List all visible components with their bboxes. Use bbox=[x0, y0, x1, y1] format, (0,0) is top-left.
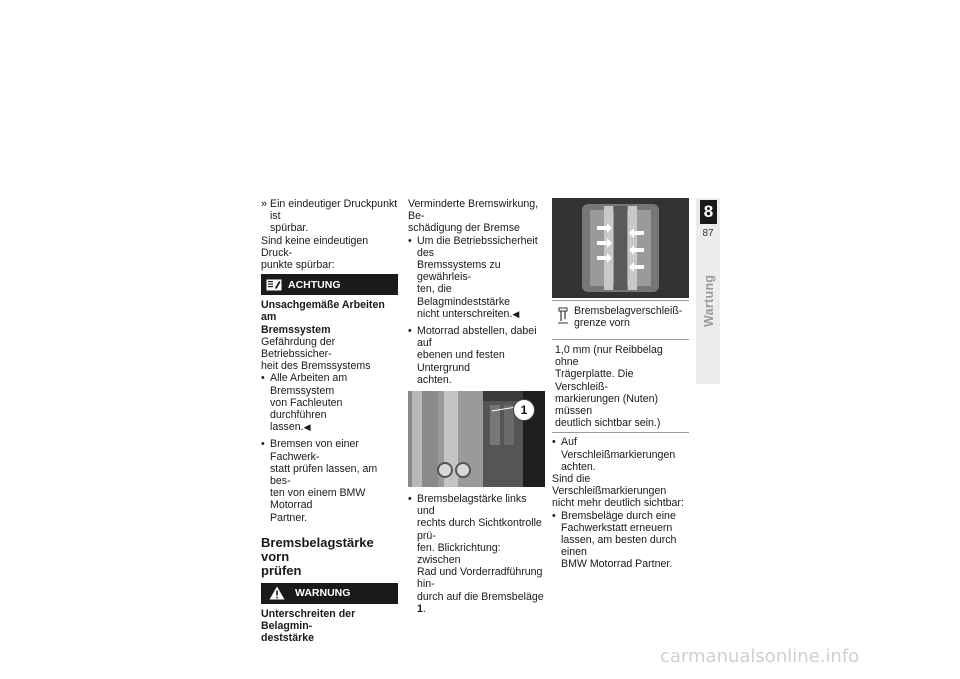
spec-title: Bremsbelagverschleiß- bbox=[574, 305, 683, 317]
text-line: durch auf die Bremsbeläge bbox=[417, 590, 544, 603]
text-line: von Fachleuten durchführen bbox=[270, 396, 343, 422]
bullet-item bbox=[552, 510, 689, 571]
text-line: lassen. bbox=[270, 421, 304, 434]
end-marker-icon: ◀ bbox=[303, 422, 311, 433]
text-line: Sind keine eindeutigen Druck- bbox=[261, 234, 369, 259]
bullet-item bbox=[261, 438, 398, 523]
spec-header bbox=[552, 301, 689, 340]
text-line: heit des Bremssystems bbox=[261, 360, 371, 373]
text-line: Unsachgemäße Arbeiten am bbox=[261, 299, 385, 324]
achtung-label: ACHTUNG bbox=[288, 278, 341, 291]
spec-table bbox=[552, 300, 689, 433]
text-line: Bremssystems zu gewährleis- bbox=[417, 259, 501, 284]
warnung-consequence bbox=[408, 198, 545, 235]
text-line: ten, die Belagmindeststärke bbox=[417, 283, 511, 308]
callout-reference: 1 bbox=[417, 602, 423, 615]
text-line: nicht mehr deutlich sichtbar: bbox=[552, 497, 684, 510]
text-line: . bbox=[422, 602, 426, 615]
column-3 bbox=[552, 198, 689, 576]
caliper-gauge-icon bbox=[556, 307, 570, 325]
achtung-title bbox=[261, 299, 398, 336]
text-line: prüfen bbox=[261, 562, 302, 578]
text-line: achten. bbox=[417, 373, 452, 386]
chapter-number: 8 bbox=[700, 200, 717, 224]
text-line: Gefährdung der Betriebssicher- bbox=[261, 335, 336, 361]
condition-text bbox=[552, 473, 689, 510]
text-line: statt prüfen lassen, am bes- bbox=[270, 462, 378, 488]
text-line: Bremsbelagstärke vorn bbox=[261, 534, 374, 564]
text-line: 1,0 mm (nur Reibbelag ohne bbox=[555, 344, 663, 369]
text-line: nicht unterschreiten. bbox=[417, 307, 513, 320]
warnung-bar bbox=[261, 583, 398, 604]
warning-triangle-icon bbox=[269, 586, 285, 600]
text-line: Trägerplatte. Die Verschleiß- bbox=[555, 368, 634, 393]
text-line: • Bremsbeläge durch eine bbox=[561, 509, 676, 522]
achtung-book-icon bbox=[266, 278, 282, 292]
text-line: Unterschreiten der Belagmin- bbox=[261, 607, 356, 633]
watermark: carmanualsonline.info bbox=[660, 646, 860, 667]
section-heading bbox=[261, 536, 398, 578]
text-line: » Ein eindeutiger Druckpunkt ist bbox=[270, 198, 398, 223]
warnung-title bbox=[261, 608, 398, 645]
text-line: • Bremsbelagstärke links und bbox=[417, 493, 527, 518]
brake-caliper-photo bbox=[408, 391, 545, 487]
text-line: • Alle Arbeiten am Bremssystem bbox=[270, 372, 348, 397]
bullet-item bbox=[408, 493, 545, 615]
column-2 bbox=[408, 198, 545, 620]
warnung-label: WARNUNG bbox=[295, 587, 351, 600]
bullet-item bbox=[408, 235, 545, 320]
text-line: lassen, am besten durch einen bbox=[561, 534, 677, 559]
text-line: deststärke bbox=[261, 632, 314, 645]
text-line: fen. Blickrichtung: zwischen bbox=[417, 541, 501, 567]
text-line: Fachwerkstatt erneuern bbox=[561, 521, 673, 534]
text-line: Verminderte Bremswirkung, Be- bbox=[408, 198, 539, 223]
text-line: • Motorrad abstellen, dabei auf bbox=[417, 325, 537, 350]
text-line: BMW Motorrad Partner. bbox=[561, 558, 673, 571]
bullet-item bbox=[552, 436, 689, 473]
text-line: spürbar. bbox=[270, 222, 309, 235]
spec-value bbox=[552, 340, 689, 432]
achtung-bar bbox=[261, 274, 398, 295]
text-line: Bremssystem bbox=[261, 323, 331, 336]
text-line: achten. bbox=[561, 460, 596, 473]
chapter-title: Wartung bbox=[702, 274, 716, 327]
danger-text bbox=[261, 336, 398, 373]
brake-pad-photo bbox=[552, 198, 689, 298]
brake-pad-wear-image bbox=[552, 198, 689, 298]
text-line: markierungen (Nuten) müssen bbox=[555, 392, 659, 418]
text-line: • Um die Betriebssicherheit des bbox=[417, 234, 538, 259]
text-line: • Bremsen von einer Fachwerk- bbox=[270, 438, 359, 463]
text-line: rechts durch Sichtkontrolle prü- bbox=[417, 517, 542, 542]
spec-title: grenze vorn bbox=[574, 317, 630, 330]
text-line: ten von einem BMW Motorrad bbox=[270, 487, 366, 512]
end-marker-icon: ◀ bbox=[512, 308, 520, 319]
result-step bbox=[261, 198, 398, 235]
intro-text bbox=[261, 235, 398, 272]
text-line: deutlich sichtbar sein.) bbox=[555, 417, 661, 430]
text-line: Partner. bbox=[270, 511, 308, 524]
text-line: Sind die Verschleißmarkierungen bbox=[552, 473, 667, 498]
text-line: ebenen und festen Untergrund bbox=[417, 349, 505, 374]
callout-1: 1 bbox=[513, 399, 535, 421]
column-1 bbox=[261, 198, 398, 644]
bullet-item bbox=[408, 325, 545, 386]
page-number: 87 bbox=[702, 228, 714, 239]
text-line: punkte spürbar: bbox=[261, 259, 335, 272]
text-line: • Auf Verschleißmarkierungen bbox=[561, 436, 676, 461]
bullet-item bbox=[261, 372, 398, 433]
text-line: Rad und Vorderradführung hin- bbox=[417, 566, 543, 591]
text-line: schädigung der Bremse bbox=[408, 222, 520, 235]
